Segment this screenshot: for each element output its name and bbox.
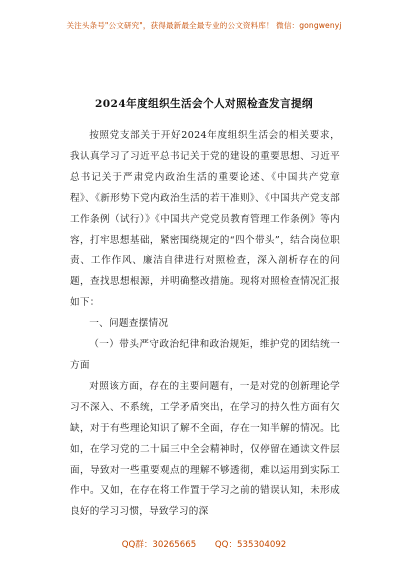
intro-paragraph: 按照党支部关于开好2024年度组织生活会的相关要求，我认真学习了习近平总书记关于党的建设的重要思想、习近平总书记关于严肃党内政治生活的重要论述、《中国共产党章程》、《新形势下党内政治生活的若干准则》、《中国共产党支部工作条例（试行）》《中国共产党党员教育管理工作条例》等内容，打牢思想基础，紧密围绕规定的“四个带头”，结合岗位职责、工作作风、廉洁自律进行对照检查，深入剖析存在的问题，查找思想根源，并明确整改措施。现将对照检查情况汇报如下： bbox=[70, 130, 340, 309]
body-paragraph: 对照该方面，存在的主要问题有，一是对党的创新理论学习不深入、不系统，工学矛盾突出，在学习的持久性方面有欠缺，对于有些理论知识了解不全面，存在一知半解的情况。比如，在学习党的二十届三中全会精神时，仅停留在通读文件层面，导致对一些重要观点的理解不够透彻，难以运用到实际工作中。又如，在存在将工作置于学习之前的错误认知，未形成良好的学习习惯，导致学习的深 bbox=[70, 380, 340, 518]
subsection-heading: （一）带头严守政治纪律和政治规矩，维护党的团结统一方面 bbox=[70, 339, 340, 371]
footer-qq-group: QQ群：30265665 bbox=[121, 540, 197, 550]
section-heading: 一、问题查摆情况 bbox=[89, 318, 169, 330]
document-body bbox=[70, 126, 340, 523]
footer-qq: QQ：535304092 bbox=[214, 540, 287, 550]
footer-contact bbox=[0, 538, 408, 550]
document-title: 2024年度组织生活会个人对照检查发言提纲 bbox=[95, 98, 313, 110]
promo-banner: 关注头条号"公文研究"，获得最新最全最专业的公文资料库！ 微信：gongwenyj bbox=[66, 21, 342, 30]
